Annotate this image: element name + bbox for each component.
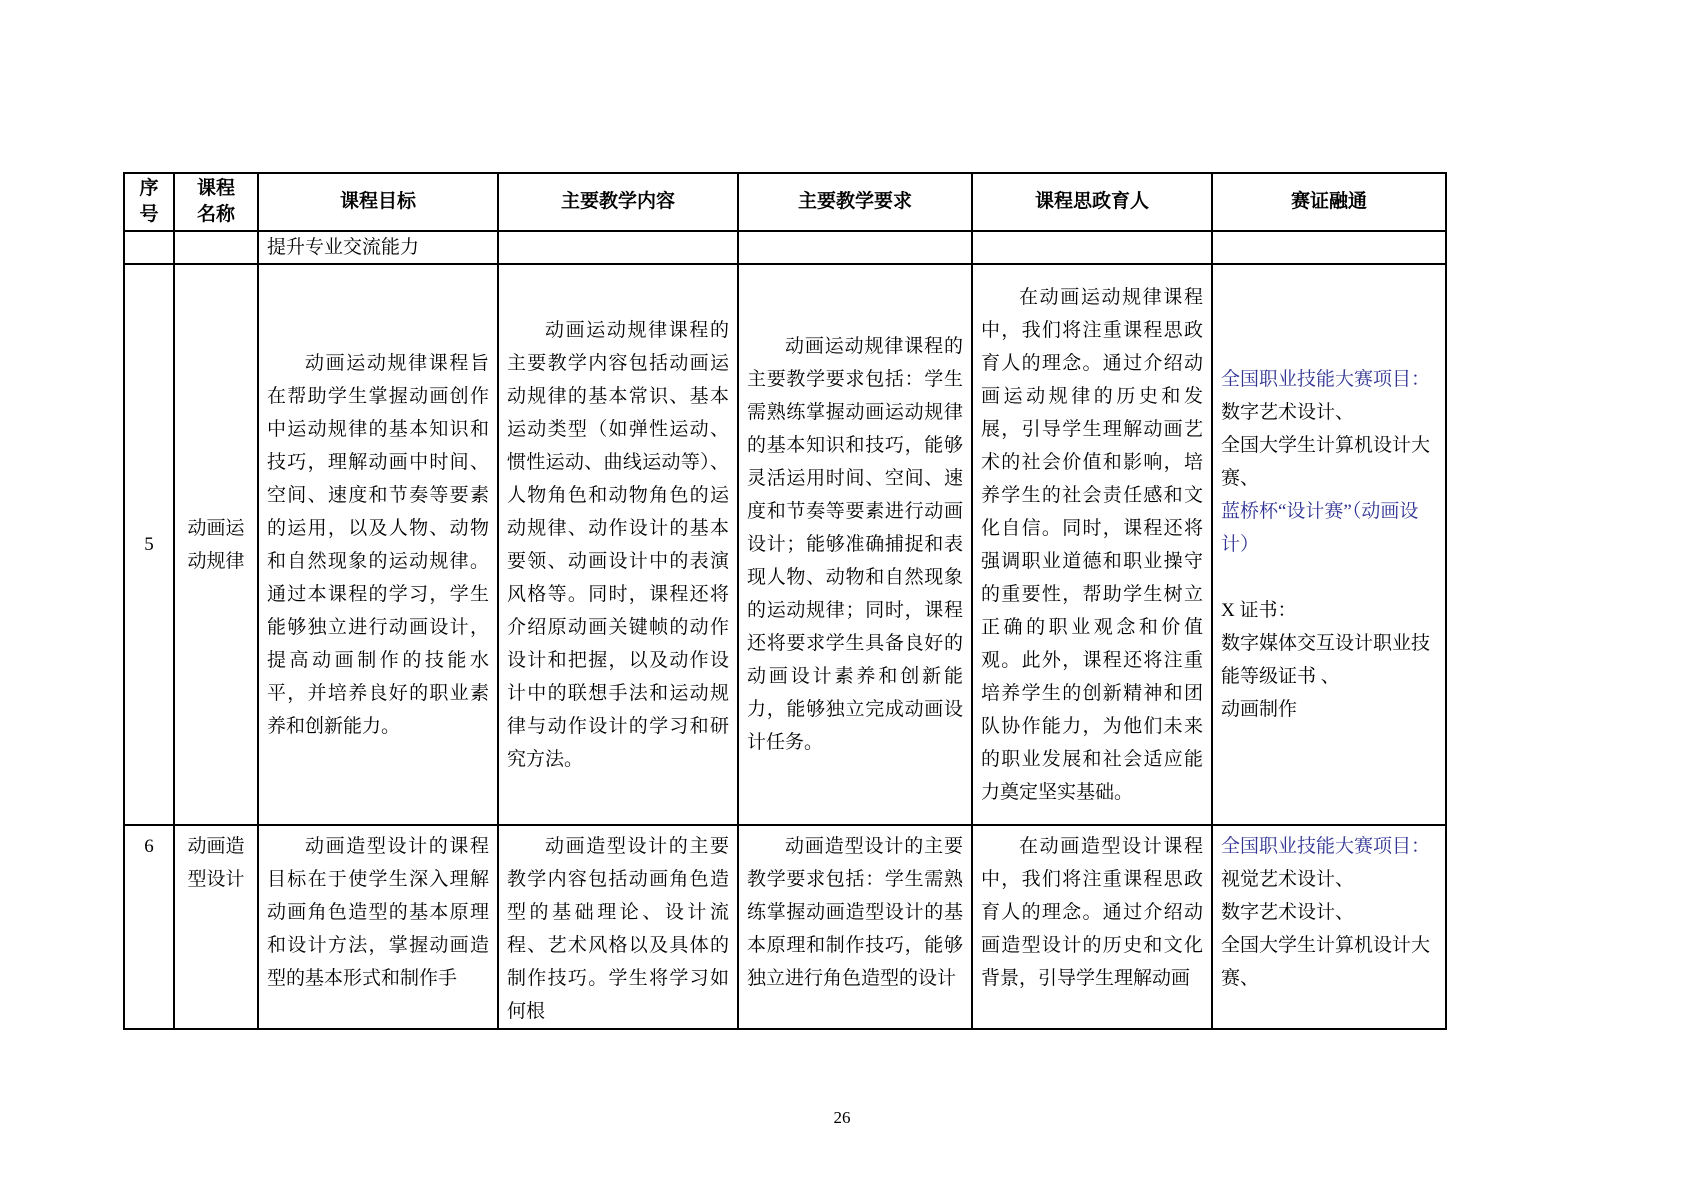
- cert-line: 全国职业技能大赛项目：: [1221, 369, 1431, 390]
- cert-line: 蓝桥杯“设计赛”（动画设计）: [1221, 501, 1419, 555]
- content-paragraph: 动画造型设计的主要教学内容包括动画角色造型的基础理论、设计流程、艺术风格以及具体的制作技巧。学生将学习如何根: [507, 836, 729, 1022]
- carryover-no-cell: [124, 231, 174, 264]
- ideology-paragraph: 在动画造型设计课程中，我们将注重课程思政育人的理念。通过介绍动画造型设计的历史和文化背景，引导学生理解动画: [981, 836, 1203, 989]
- column-header-requirements: 主要教学要求: [738, 173, 972, 231]
- cell-requirements: [738, 264, 972, 825]
- content-paragraph: 动画运动规律课程的主要教学内容包括动画运动规律的基本常识、基本运动类型（如弹性运动、惯性运动、曲线运动等）、人物角色和动物角色的运动规律、动作设计的基本要领、动画设计中的表演风格等。同时，课程还将介绍原动画关键帧的动作设计和把握，以及动作设计中的联想手法和运动规律与动作设计的学习和研究方法。: [507, 319, 729, 770]
- carryover-content-cell: [498, 231, 738, 264]
- cell-content: [498, 264, 738, 825]
- carryover-ideology-cell: [972, 231, 1212, 264]
- table-row-course-5: [124, 264, 1446, 825]
- cell-objective: [258, 264, 498, 825]
- objective-paragraph: 动画造型设计的课程目标在于使学生深入理解动画角色造型的基本原理和设计方法，掌握动画造型的基本形式和制作手: [267, 836, 489, 989]
- certification-list: [1221, 363, 1437, 726]
- table-row-course-6: [124, 825, 1446, 1029]
- course-name: 动画运动规律: [174, 264, 258, 825]
- cell-requirements: [738, 825, 972, 1029]
- cert-line: X 证书：: [1221, 600, 1297, 621]
- carryover-certification-cell: [1212, 231, 1446, 264]
- cert-line: 数字艺术设计、: [1221, 902, 1355, 923]
- cell-objective: [258, 825, 498, 1029]
- cert-line: 全国大学生计算机设计大赛、: [1221, 435, 1431, 489]
- carryover-name-cell: [174, 231, 258, 264]
- course-syllabus-table: [123, 172, 1447, 1030]
- course-name: 动画造型设计: [174, 825, 258, 1029]
- page-number: 26: [833, 1108, 851, 1127]
- cell-ideology: [972, 825, 1212, 1029]
- table-header-row: [124, 173, 1446, 231]
- cell-certification: [1212, 264, 1446, 825]
- cert-line: [1221, 561, 1437, 594]
- column-header-course-name: 课程名称: [174, 173, 258, 231]
- objective-paragraph: 动画运动规律课程旨在帮助学生掌握动画创作中运动规律的基本知识和技巧，理解动画中时间、空间、速度和节奏等要素的运用，以及人物、动物和自然现象的运动规律。通过本课程的学习，学生能够独立进行动画设计，提高动画制作的技能水平，并培养良好的职业素养和创新能力。: [267, 352, 489, 737]
- column-header-content: 主要教学内容: [498, 173, 738, 231]
- cert-line: 全国职业技能大赛项目：: [1221, 836, 1431, 857]
- column-header-no: 序号: [124, 173, 174, 231]
- cell-certification: [1212, 825, 1446, 1029]
- cert-line: 全国大学生计算机设计大赛、: [1221, 935, 1431, 989]
- cell-ideology: [972, 264, 1212, 825]
- requirements-paragraph: 动画运动规律课程的主要教学要求包括：学生需熟练掌握动画运动规律的基本知识和技巧，能够灵活运用时间、空间、速度和节奏等要素进行动画设计；能够准确捕捉和表现人物、动物和自然现象的运动规律；同时，课程还将要求学生具备良好的动画设计素养和创新能力，能够独立完成动画设计任务。: [747, 336, 963, 753]
- cert-line: 视觉艺术设计、: [1221, 869, 1355, 890]
- carryover-row: [124, 231, 1446, 264]
- cell-content: [498, 825, 738, 1029]
- cert-line: 数字媒体交互设计职业技能等级证书 、: [1221, 633, 1431, 687]
- column-header-objective: 课程目标: [258, 173, 498, 231]
- cert-line: 数字艺术设计、: [1221, 402, 1355, 423]
- course-number: 5: [124, 264, 174, 825]
- requirements-paragraph: 动画造型设计的主要教学要求包括：学生需熟练掌握动画造型设计的基本原理和制作技巧，能够独立进行角色造型的设计: [747, 836, 963, 989]
- cert-line: 动画制作: [1221, 699, 1298, 720]
- carryover-objective-cell: 提升专业交流能力: [258, 231, 498, 264]
- course-number: 6: [124, 825, 174, 1029]
- ideology-paragraph: 在动画运动规律课程中，我们将注重课程思政育人的理念。通过介绍动画运动规律的历史和发展，引导学生理解动画艺术的社会价值和影响，培养学生的社会责任感和文化自信。同时，课程还将强调职业道德和职业操守的重要性，帮助学生树立正确的职业观念和价值观。此外，课程还将注重培养学生的创新精神和团队协作能力，为他们未来的职业发展和社会适应能力奠定坚实基础。: [981, 286, 1203, 803]
- carryover-requirements-cell: [738, 231, 972, 264]
- column-header-certification: 赛证融通: [1212, 173, 1446, 231]
- column-header-ideology: 课程思政育人: [972, 173, 1212, 231]
- certification-list: [1221, 830, 1437, 995]
